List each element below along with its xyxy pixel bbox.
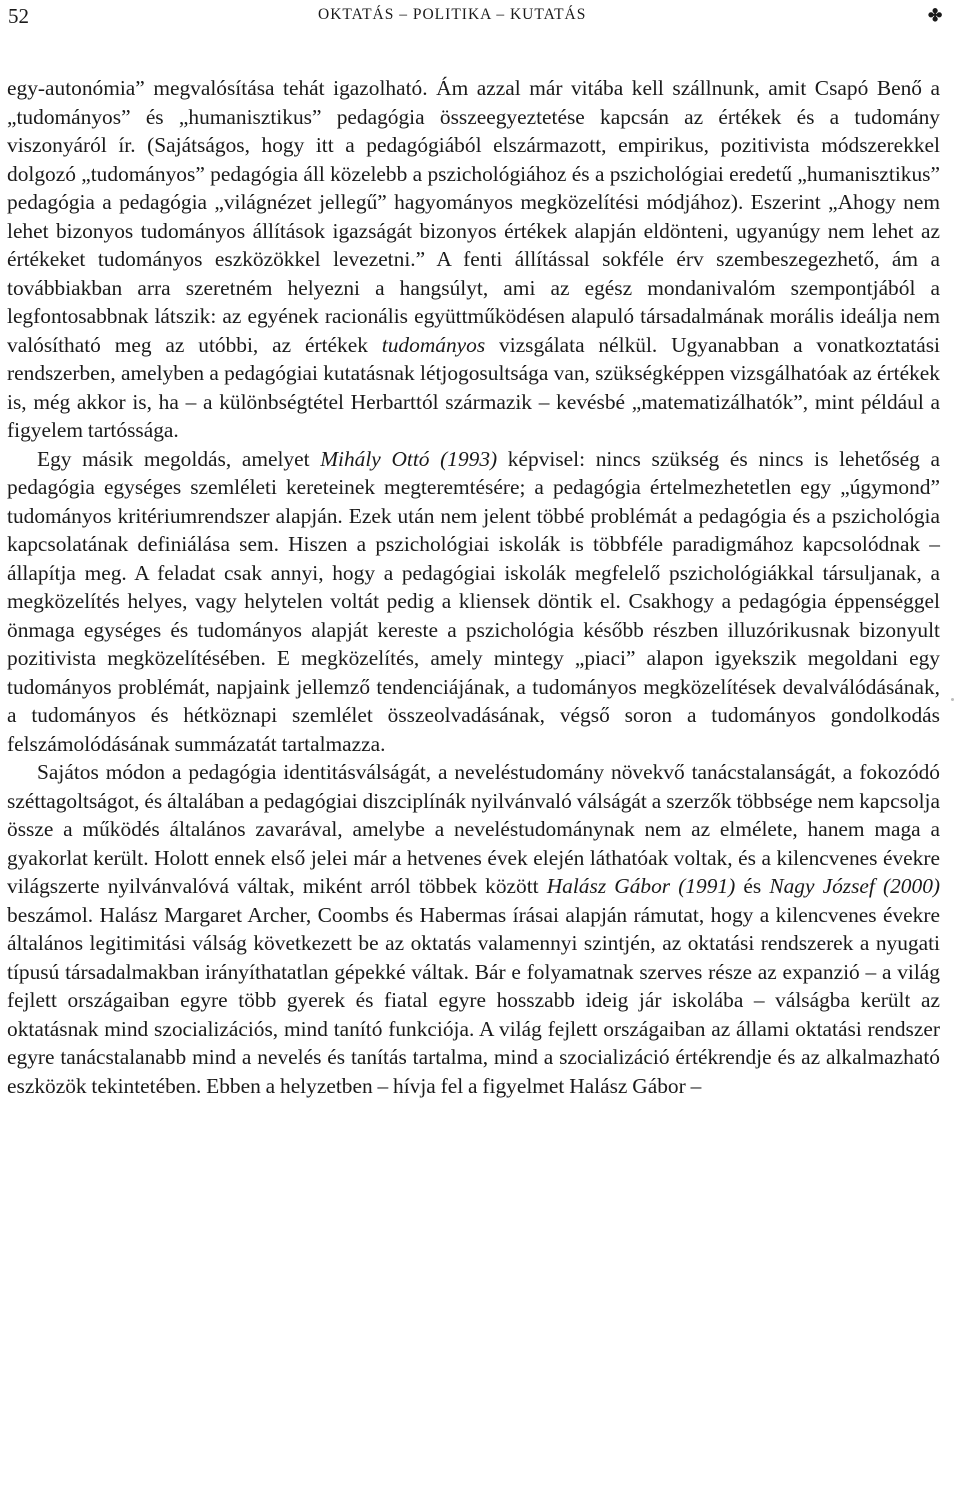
text-run: egy-autonómia” megvalósítása tehát igazolható. Ám azzal már vitába kell szállnunk, amit Csapó Benő a „tudományos” és „humanisztikus” pedagógia összeegyeztetése kapcsán az értékek és a tudomány viszonyáról ír. (Sajátságos, hogy itt a pedagógiából elszármazott, empirikus, pozitivista módszerekkel dolgozó „tudományos” pedagógia áll közelebb a pszichológiához és a pszichológiai eredetű „humanisztikus” pedagógia a pedagógia „világnézet jellegű” hagyományos megközelítési módjához). Eszerint „Ahogy nem lehet bizonyos tudományos állítások igazságát bizonyos értékek alapján eldönteni, ugyanúgy nem lehet az értékeket tudományos eszközökkel levezetni.” A fenti állítással sokféle érv szembeszegezhető, ám a továbbiakban arra szeretném helyezni a hangsúlyt, ami az egész mondanivalóm szempontjából a legfontosabbnak látszik: az egyének racionális együttműködésen alapuló társadalmának morális ideálja nem valósítható meg az utóbbi, az értékek: [7, 76, 940, 357]
running-head: OKTATÁS – POLITIKA – KUTATÁS: [318, 6, 587, 23]
paragraph: [7, 758, 940, 1100]
text-run: Egy másik megoldás, amelyet: [37, 446, 321, 471]
scan-smudge: [951, 698, 954, 701]
italic-text-run: Halász Gábor (1991): [546, 874, 736, 898]
text-run: Sajátos módon a pedagógia identitásválságát, a neveléstudomány növekvő tanácstalanságát, a fokozódó széttagoltságot, és általában a pedagógiai diszciplínák nyilvánvaló válságát a szerzők többsége nem kapcsolja össze a működés általános zavarával, amelybe a neveléstudománynak nem az elmélete, hanem maga a gyakorlat került. Holott ennek első jelei már a hetvenes évek elején láthatóak voltak, és a kilencvenes évekre világszerte nyilvánvalóvá váltak, miként arról többek között: [7, 760, 940, 898]
text-run: képvisel: nincs szükség és nincs is lehetőség a pedagógia egységes szemléleti kereteinek megteremtésére; a pedagógia értelmezhetetlen egy „úgymond” tudományos kritériumrendszer alapján. Ezek után nem jelent többé problémát a pedagógia és a pszichológia kapcsolatának definiálása sem. Hiszen a pszichológiai iskolák is többféle paradigmához kapcsolódnak – állapítja meg. A feladat csak annyi, hogy a pedagógiai iskolák megfelelő pszichológiákkal társuljanak, a megközelítés helyes, vagy helytelen voltát pedig a kliensek döntik el. Csakhogy a pedagógia éppenséggel önmaga egységes és tudományos alapját kereste a pszichológia később részben illuzórikusnak bizonyult pozitivista megközelítésében. E megközelítés, amely mintegy „piaci” alapon igyekszik megoldani egy tudományos problémát, napjaink jellemző tendenciájának, a tudományos megközelítések devalválódásának, a tudományos és hétköznapi szemlélet összeolvadásának, végső soron a tudományos gondolkodás felszámolódásának summázatát tartalmazza.: [7, 446, 940, 756]
paragraph: [7, 445, 940, 759]
page-number: 52: [8, 4, 29, 28]
paragraph: [7, 74, 940, 445]
body-text: [7, 74, 940, 1100]
text-run: beszámol. Halász Margaret Archer, Coombs és Habermas írásai alapján rámutat, hogy a kilencvenes évekre általános legitimitási válság következett be az oktatás valamennyi szintjén, az oktatási rendszerek a nyugati típusú társadalmakban irányíthatatlan gépekké váltak. Bár e folyamatnak szerves része az expanzió – a világ fejlett országaiban egyre több gyerek és fiatal egyre hosszabb ideig jár iskolába – válságba került az oktatásnak mind szocializációs, mind tanító funkciója. A világ fejlett országaiban az állami oktatási rendszer egyre tanácstalanabb mind a nevelés és tanítás tartalma, mind a szocializáció értékrendje és az alkalmazható eszközök tekintetében. Ebben a helyzetben – hívja fel a figyelmet Halász Gábor –: [7, 902, 940, 1098]
text-run: és: [735, 874, 770, 898]
italic-text-run: tudományos: [381, 332, 486, 357]
italic-text-run: Mihály Ottó (1993): [320, 446, 498, 471]
page-header: [0, 0, 960, 34]
ornament-icon: ✤: [928, 6, 943, 25]
italic-text-run: Nagy József (2000): [769, 874, 941, 898]
text-run: vizsgálata nélkül. Ugyanabban a vonatkoztatási rendszerben, amelyben a pedagógiai kutatásnak létjogosultsága van, szükségképpen vizsgálhatóak az értékek is, még akkor is, ha – a különbségtétel Herbarttól származik – kevésbé „matematizálhatók”, mint például a figyelem tartóssága.: [7, 332, 940, 442]
